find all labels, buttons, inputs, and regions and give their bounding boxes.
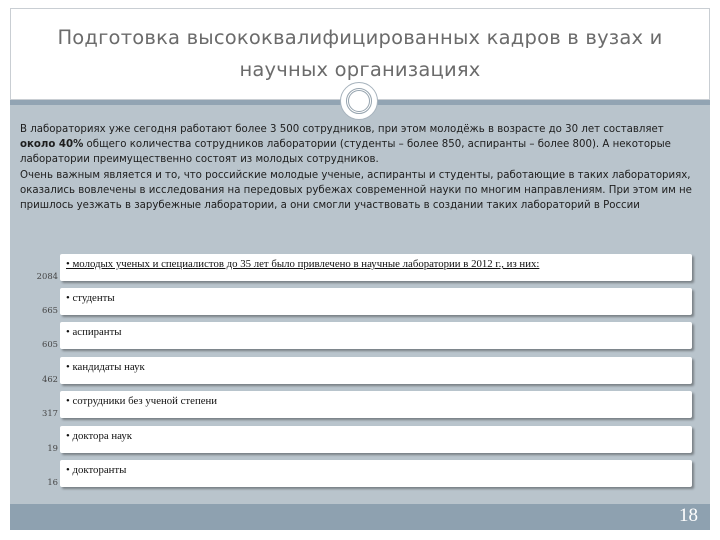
stat-bar: [60, 254, 692, 281]
stat-row: [26, 254, 692, 284]
stat-number: 19: [47, 443, 58, 453]
stat-bar: [60, 322, 692, 349]
stat-number-box: [26, 358, 62, 386]
stat-label: • аспиранты: [66, 326, 122, 338]
stat-row: [26, 391, 692, 421]
stat-number-box: [26, 461, 62, 489]
stat-number-box: [26, 289, 62, 317]
stat-bar: [60, 288, 692, 315]
stat-row: [26, 426, 692, 456]
stat-label: • доктора наук: [66, 430, 133, 442]
page-number: 18: [679, 505, 698, 526]
stat-row: [26, 460, 692, 490]
stat-number: 605: [42, 339, 58, 349]
stat-label: • молодых ученых и специалистов до 35 лет было привлечено в научные лаборатории в 2012 г., из них:: [66, 258, 540, 270]
stat-number: 462: [42, 374, 58, 384]
intro-paragraph: Очень важным является и то, что российские молодые ученые, аспиранты и студенты, работающие в таких лабораториях, оказались вовлечены в исследования на передовых рубежах современной науки по многим направлениям. При этом им не пришлось уезжать в зарубежные лаборатории, а они смогли участвовать в создании таких лабораторий в России: [20, 169, 692, 212]
stat-number: 665: [42, 305, 58, 315]
stat-bar: [60, 460, 692, 487]
stat-bar: [60, 357, 692, 384]
stat-number: 317: [42, 408, 58, 418]
stat-row: [26, 288, 692, 318]
stat-number-box: [26, 427, 62, 455]
circle-emblem-icon: [340, 82, 378, 120]
stat-number: 2084: [36, 271, 58, 281]
stat-bar: [60, 391, 692, 418]
stat-label: • студенты: [66, 292, 115, 304]
intro-paragraph: В лабораториях уже сегодня работают более 3 500 сотрудников, при этом молодёжь в возрасте до 30 лет составляет около 40% общего количества сотрудников лаборатории (студенты – более 850, аспиранты – более 800). А некоторые лаборатории преимущественно состоят из молодых сотрудников.: [20, 124, 671, 166]
stat-number: 16: [47, 477, 58, 487]
stat-row: [26, 322, 692, 352]
stat-label: • кандидаты наук: [66, 361, 145, 373]
stat-number-box: [26, 255, 62, 283]
slide-title: Подготовка высококвалифицированных кадров в вузах и научных организациях: [57, 26, 663, 81]
stat-number-box: [26, 392, 62, 420]
stat-row: [26, 357, 692, 387]
highlight-percent: около 40%: [20, 139, 84, 151]
stat-bar: [60, 426, 692, 453]
footer-bar: [10, 504, 710, 530]
stat-label: • докторанты: [66, 464, 127, 476]
intro-text: [20, 122, 700, 213]
stat-number-box: [26, 323, 62, 351]
stat-label: • сотрудники без ученой степени: [66, 395, 218, 407]
